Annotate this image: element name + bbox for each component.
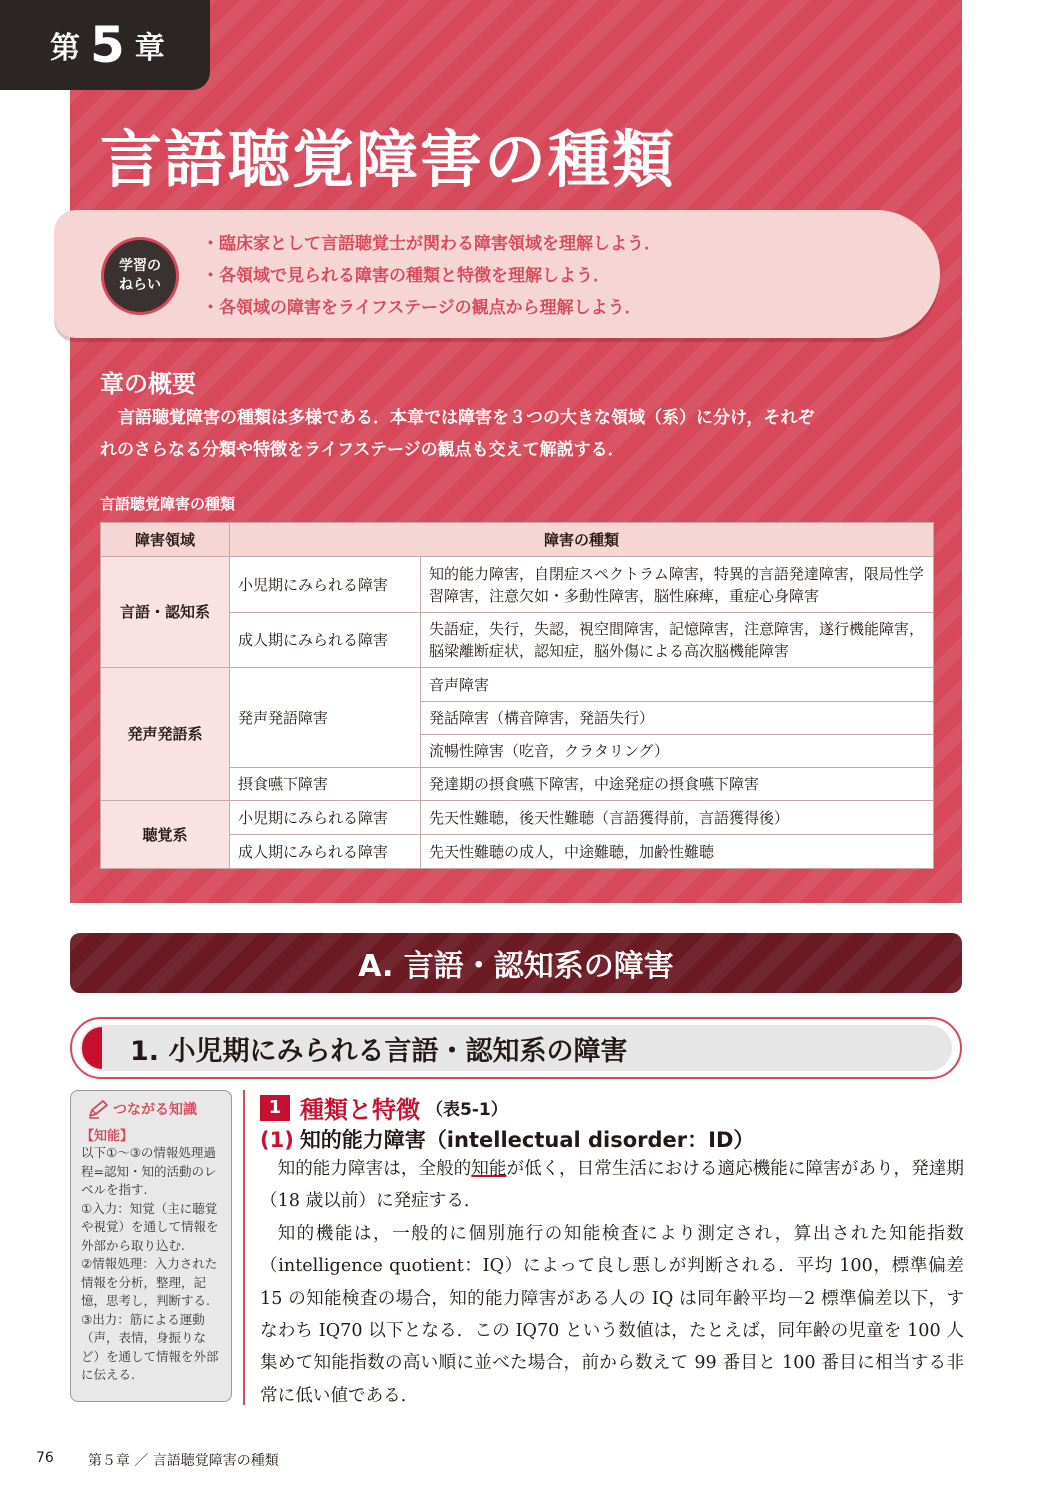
- subsection-title: 種類と特徴: [300, 1096, 420, 1124]
- subcategory-cell: 小児期にみられる障害: [230, 557, 421, 613]
- header-area: 障害領域: [101, 523, 230, 557]
- topic-title: 知的能力障害（intellectual disorder：ID）: [299, 1128, 755, 1152]
- goal-item: ・各領域で見られる障害の種類と特徴を理解しよう．: [202, 266, 610, 286]
- header-types: 障害の種類: [230, 523, 934, 557]
- subsection-number: 1: [260, 1095, 290, 1121]
- learning-goals-box: [54, 210, 940, 338]
- types-cell: 失語症，失行，失認，視空間障害，記憶障害，注意障害，遂行機能障害，脳梁離断症状，認知症，脳外傷による高次脳機能障害: [421, 613, 934, 668]
- types-cell: 知的能力障害，自閉症スペクトラム障害，特異的言語発達障害，限局性学習障害，注意欠如・多動性障害，脳性麻痺，重症心身障害: [421, 557, 934, 613]
- section-1-heading-frame: [70, 1017, 962, 1079]
- table-row: [101, 557, 934, 613]
- badge-line-2: ねらい: [119, 277, 161, 293]
- body-paragraph: 知的機能は，一般的に個別施行の知能検査により測定され，算出された知能指数（intelligence quotient：IQ）によって良し悪しが判断される．平均 100，標準偏差 15 の知能検査の場合，知的能力障害がある人の IQ は同年齢平均－2 標準偏差以下，すなわち IQ70 以下となる．この IQ70 という数値は，たとえば，同年齢の児童を 100 人集めて知能指数の高い順に並べた場合，前から数えて 99 番目と 100 番目に相当する非常に低い値である．: [260, 1223, 964, 1406]
- subsection-table-ref: （表5-1）: [426, 1100, 508, 1120]
- chapter-suffix: 章: [134, 31, 165, 66]
- overview-line-2: れのさらなる分類や特徴をライフステージの観点も交えて解説する．: [100, 440, 625, 460]
- topic-heading: [260, 1124, 754, 1154]
- table-caption: 言語聴覚障害の種類: [100, 495, 236, 513]
- types-cell: 流暢性障害（吃音，クラタリング）: [421, 735, 934, 768]
- page-title: 言語聴覚障害の種類: [100, 123, 677, 196]
- chapter-tab: [0, 0, 210, 90]
- table-row: [101, 801, 934, 835]
- goal-item: ・臨床家として言語聴覚士が関わる障害領域を理解しよう．: [202, 234, 661, 254]
- types-cell: 発達期の摂食嚥下障害，中途発症の摂食嚥下障害: [421, 768, 934, 801]
- area-cell: 言語・認知系: [101, 557, 230, 668]
- note-term: 【知能】: [81, 1129, 134, 1144]
- subcategory-cell: 発声発語障害: [230, 668, 421, 768]
- note-heading: [81, 1099, 221, 1119]
- subcategory-cell: 小児期にみられる障害: [230, 801, 421, 835]
- section-1-heading: [80, 1025, 952, 1071]
- section-a-heading: A. 言語・認知系の障害: [70, 933, 962, 993]
- area-cell: 発声発語系: [101, 668, 230, 801]
- body-text: [260, 1153, 964, 1412]
- note-heading-text: つながる知識: [113, 1102, 197, 1118]
- pencil-icon: [87, 1099, 109, 1119]
- running-head: 第５章 ／ 言語聴覚障害の種類: [87, 1453, 279, 1469]
- table-row: [101, 668, 934, 702]
- types-cell: 発話障害（構音障害，発語失行）: [421, 702, 934, 735]
- goal-item: ・各領域の障害をライフステージの観点から理解しよう．: [202, 298, 642, 318]
- chapter-prefix: 第: [50, 31, 80, 66]
- types-cell: 音声障害: [421, 668, 934, 702]
- page-footer: [36, 1450, 279, 1470]
- overview-text: [100, 402, 920, 466]
- body-paragraph: [260, 1153, 964, 1218]
- paragraph-1-end: が低く，日常生活における適応機能に障害があり，発達期（18 歳以前）に発症する．: [260, 1159, 964, 1212]
- topic-number: (1): [260, 1128, 294, 1152]
- overview-heading: 章の概要: [100, 370, 196, 398]
- subsection-heading: [260, 1090, 508, 1125]
- paragraph-1-start: 知的能力障害は，全般的: [277, 1159, 472, 1179]
- goal-list: [202, 228, 661, 324]
- section-1-title: 1. 小児期にみられる言語・認知系の障害: [130, 1035, 628, 1067]
- area-cell: 聴覚系: [101, 801, 230, 869]
- overview-line-1: 言語聴覚障害の種類は多様である．本章では障害を３つの大きな領域（系）に分け，それぞ: [118, 408, 815, 428]
- page-number: 76: [36, 1450, 54, 1466]
- related-knowledge-note: [70, 1090, 232, 1402]
- subcategory-cell: 成人期にみられる障害: [230, 835, 421, 869]
- keyword-link[interactable]: 知能: [471, 1159, 507, 1179]
- badge-line-1: 学習の: [119, 258, 161, 275]
- chapter-number: 5: [90, 16, 125, 74]
- table-header-row: [101, 523, 934, 557]
- disorder-types-table: [100, 522, 934, 869]
- types-cell: 先天性難聴，後天性難聴（言語獲得前，言語獲得後）: [421, 801, 934, 835]
- note-text: 以下①～③の情報処理過程=認知・知的活動のレベルを指す. ①入力：知覚（主に聴覚や視覚）を通して情報を外部から取り込む. ②情報処理：入力された情報を分析，整理，記憶，思考し，判断する. ③出力：筋による運動（声，表情，身振りなど）を通して情報を外部に伝える.: [81, 1145, 219, 1382]
- types-cell: 先天性難聴の成人，中途難聴，加齢性難聴: [421, 835, 934, 869]
- learning-goals-badge: [104, 240, 176, 312]
- subcategory-cell: 成人期にみられる障害: [230, 613, 421, 668]
- column-divider: [243, 1090, 245, 1405]
- subcategory-cell: 摂食嚥下障害: [230, 768, 421, 801]
